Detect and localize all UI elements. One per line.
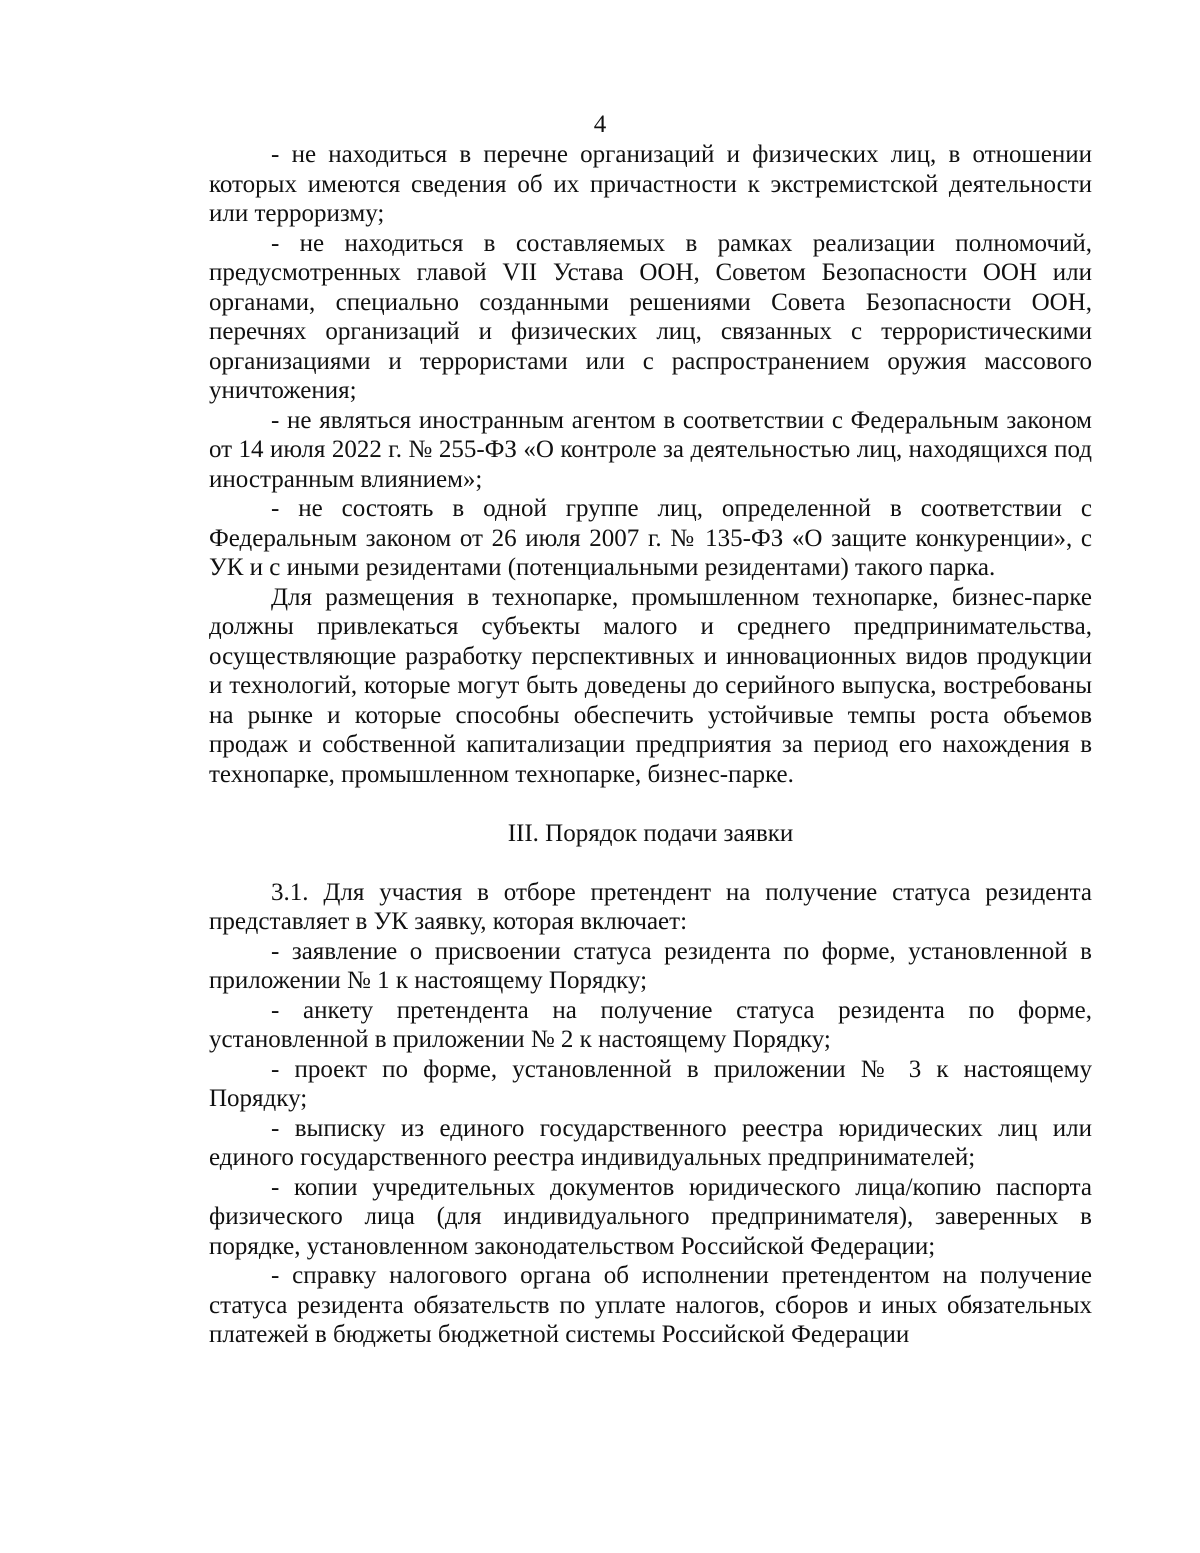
list-item-project: - проект по форме, установленной в приложении № 3 к настоящему Порядку; xyxy=(209,1055,1092,1112)
paragraph-extremism-list: - не находиться в перечне организаций и физических лиц, в отношении которых имеются сведения об их причастности к экстремистской деятельности или терроризму; xyxy=(209,141,1092,227)
list-item-tax-certificate: - справку налогового органа об исполнении претендентом на получение статуса резидента обязательств по уплате налогов, сборов и иных обязательных платежей в бюджеты бюджетной системы Российской Федерации xyxy=(209,1262,1092,1348)
paragraph-un-security-council-list: - не находиться в составляемых в рамках реализации полномочий, предусмотренных главой VII Устава ООН, Советом Безопасности ООН или органами, специально созданными решениями Совета Безопасности ООН, перечнях организаций и физических лиц, связанных с террористическими организациями и террористами или с распространением оружия массового уничтожения; xyxy=(209,229,1092,404)
list-item-questionnaire: - анкету претендента на получение статуса резидента по форме, установленной в приложении № 2 к настоящему Порядку; xyxy=(209,996,1092,1053)
paragraph-3-1-application: 3.1. Для участия в отборе претендент на получение статуса резидента представляет в УК заявку, которая включает: xyxy=(209,878,1092,935)
section-heading: III. Порядок подачи заявки xyxy=(507,820,794,847)
page-number: 4 xyxy=(593,111,607,138)
list-item-founding-documents: - копии учредительных документов юридического лица/копию паспорта физического лица (для индивидуального предпринимателя), заверенных в порядке, установленном законодательством Российской Федерации; xyxy=(209,1173,1092,1260)
list-item-statement: - заявление о присвоении статуса резидента по форме, установленной в приложении № 1 к настоящему Порядку; xyxy=(209,937,1092,994)
document-body xyxy=(209,140,1092,1350)
paragraph-group-of-persons: - не состоять в одной группе лиц, определенной в соответствии с Федеральным законом от 26 июля 2007 г. № 135-ФЗ «О защите конкуренции», с УК и с иными резидентами (потенциальными резидентами) такого парка. xyxy=(209,495,1092,581)
list-item-registry-extract: - выписку из единого государственного реестра юридических лиц или единого государственного реестра индивидуальных предпринимателей; xyxy=(209,1114,1092,1171)
paragraph-placement-requirements: Для размещения в технопарке, промышленном технопарке, бизнес-парке должны привлекаться субъекты малого и среднего предпринимательства, осуществляющие разработку перспективных и инновационных видов продукции и технологий, которые могут быть доведены до серийного выпуска, востребованы на рынке и которые способны обеспечить устойчивые темпы роста объемов продаж и собственной капитализации предприятия за период его нахождения в технопарке, промышленном технопарке, бизнес-парке. xyxy=(209,583,1092,788)
paragraph-foreign-agent: - не являться иностранным агентом в соответствии с Федеральным законом от 14 июля 2022 г. № 255-ФЗ «О контроле за деятельностью лиц, находящихся под иностранным влиянием»; xyxy=(209,406,1092,493)
